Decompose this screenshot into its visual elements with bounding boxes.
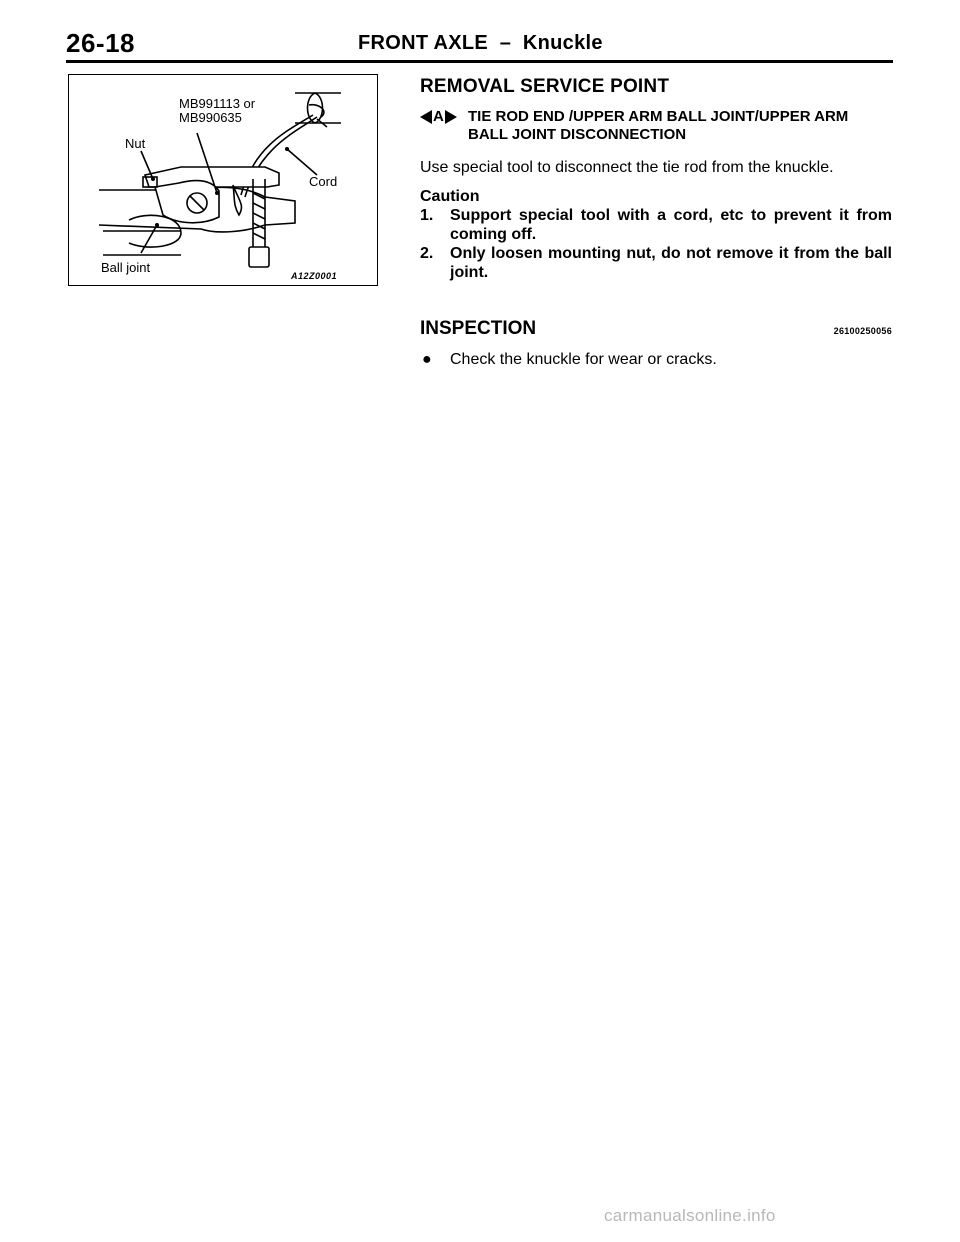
caution-number: 1. [420, 207, 434, 224]
tool-label: MB991113 or MB990635 [179, 96, 256, 125]
nut-label: Nut [125, 136, 146, 151]
page-number: 26-18 [66, 28, 135, 58]
inspection-title: INSPECTION [420, 318, 537, 339]
main-content [420, 76, 892, 370]
figure-code: A12Z0001 [291, 271, 338, 281]
cord-label: Cord [309, 174, 338, 189]
inspection-header [420, 318, 892, 340]
inspection-item-text: Check the knuckle for wear or cracks. [450, 351, 717, 368]
left-triangle-icon [420, 110, 432, 124]
watermark: carmanualsonline.info [604, 1206, 776, 1225]
bullet-icon: ● [422, 351, 432, 368]
marker-letter: A [433, 108, 444, 125]
ball-joint-label: Ball joint [101, 260, 151, 275]
removal-subheading [420, 108, 892, 144]
removal-subheading-text: TIE ROD END /UPPER ARM BALL JOINT/UPPER ARM BALL JOINT DISCONNECTION [468, 108, 849, 143]
caution-title: Caution [420, 188, 480, 205]
service-point-marker [420, 108, 457, 126]
caution-text: Only loosen mounting nut, do not remove it from the ball joint. [450, 245, 892, 281]
right-triangle-icon [445, 110, 457, 124]
caution-item [420, 244, 892, 282]
inspection-code: 26100250056 [833, 326, 892, 336]
figure-illustration [68, 74, 378, 286]
caution-item [420, 206, 892, 244]
removal-instruction: Use special tool to disconnect the tie rod from the knuckle. [420, 159, 834, 176]
page-title: FRONT AXLE – Knuckle [358, 32, 603, 54]
list-item [420, 350, 892, 370]
caution-text: Support special tool with a cord, etc to prevent it from coming off. [450, 207, 892, 243]
caution-number: 2. [420, 245, 434, 262]
removal-section-title: REMOVAL SERVICE POINT [420, 76, 670, 97]
header-divider [66, 60, 893, 63]
